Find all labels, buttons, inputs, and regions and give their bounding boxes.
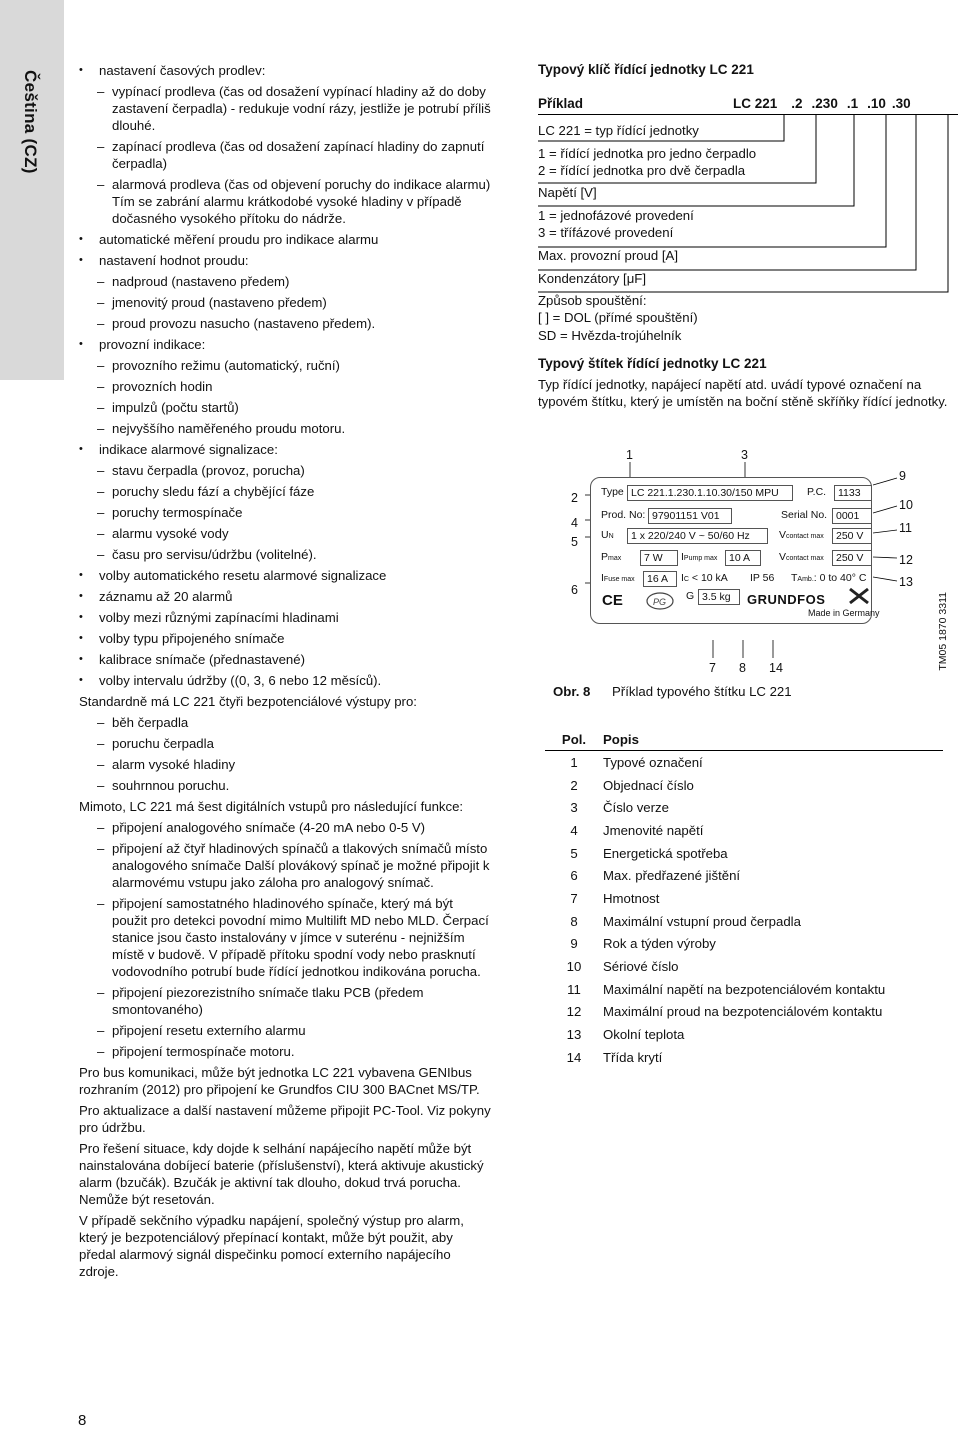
table-cell: 2 xyxy=(570,777,578,793)
key-row: 2 = řídící jednotka pro dvě čerpadla xyxy=(538,163,746,178)
callout-number: 2 xyxy=(571,491,578,505)
plate-value: 10 A xyxy=(725,550,761,566)
key-row: Kondenzátory [μF] xyxy=(538,271,647,286)
plate-value: IP 56 xyxy=(750,572,775,584)
key-row: Max. provozní proud [A] xyxy=(538,248,679,263)
label-sub: max xyxy=(608,555,622,562)
plate-label xyxy=(601,551,621,563)
paragraph: Pro řešení situace, kdy dojde k selhání napájecího napětí může být nainstalována dobíjecí baterie (příslušenství), která aktivuje akustický alarm (bzučák). Bzučák je aktivní tak dlouho, dokud trvá porucha. Nemůže být resetován. xyxy=(79,1141,484,1207)
plate-label xyxy=(601,529,614,541)
label-sub: contact max xyxy=(786,533,824,540)
plate-value: 16 A xyxy=(643,571,677,587)
plate-value: 250 V xyxy=(832,528,872,544)
table-cell: 4 xyxy=(570,822,578,838)
label-main: I xyxy=(681,572,684,584)
table-cell: Okolní teplota xyxy=(603,1027,685,1043)
pct-mark-icon xyxy=(645,591,675,611)
key-row: 3 = třífázové provedení xyxy=(538,225,674,240)
bullet-item: • volby typu připojeného snímače xyxy=(79,630,491,647)
dash-item: – zapínací prodleva (čas od dosažení zapínací hladiny do zapnutí čerpadla) xyxy=(79,138,491,172)
table-row xyxy=(545,910,943,933)
plate-label xyxy=(601,572,635,584)
label-sub: C xyxy=(683,576,689,583)
grundfos-x-icon xyxy=(848,587,870,605)
table-cell: Typové označení xyxy=(603,754,703,770)
dash-item: – provozního režimu (automatický, ruční) xyxy=(79,357,491,374)
label-description: Typ řídící jednotky, napájecí napětí atd. uvádí typové označení na typovém štítku, který je umístěn na boční stěně skříňky řídící jednotky. xyxy=(538,377,948,409)
plate-value: 1 x 220/240 V ~ 50/60 Hz xyxy=(627,528,768,544)
table-cell: 8 xyxy=(570,913,578,929)
figure-label: Obr. 8 xyxy=(553,684,591,699)
table-row xyxy=(545,864,943,887)
figure-caption: Příklad typového štítku LC 221 xyxy=(612,684,792,699)
bullet-item: • provozní indikace: xyxy=(79,336,491,353)
dash-item: – alarmová prodleva (čas od objevení poruchy do indikace alarmu) Tím se zabrání alarmu krátkodobé vysoké hladiny v případě dočasného vysokého přítoku do nádrže. xyxy=(79,176,491,227)
dash-item: – souhrnnou poruchu. xyxy=(79,777,491,794)
bullet-item: • volby automatického resetu alarmové signalizace xyxy=(79,567,491,584)
dash-item: – nejvyššího naměřeného proudu motoru. xyxy=(79,420,491,437)
table-cell: Maximální proud na bezpotenciálovém kontaktu xyxy=(603,1004,883,1020)
plate-value: LC 221.1.230.1.10.30/150 MPU xyxy=(627,485,793,501)
bullet-item: • automatické měření proudu pro indikace alarmu xyxy=(79,231,491,248)
table-row xyxy=(545,1046,943,1069)
type-key-title: Typový klíč řídící jednotky LC 221 xyxy=(538,62,754,77)
ce-mark-icon: CE xyxy=(602,592,623,609)
table-cell: Hmotnost xyxy=(603,890,660,906)
table-cell: Maximální vstupní proud čerpadla xyxy=(603,913,801,929)
bullet-item: • nastavení časových prodlev: xyxy=(79,62,491,79)
plate-value: 7 W xyxy=(640,550,678,566)
figure-code: TM05 1870 3311 xyxy=(937,592,949,671)
plate-label: Serial No. xyxy=(781,509,828,521)
code-part: LC 221 xyxy=(733,96,778,111)
callout-number: 7 xyxy=(709,661,716,675)
plate-label xyxy=(681,551,717,563)
key-row: SD = Hvězda-trojúhelník xyxy=(538,328,682,343)
callout-number: 1 xyxy=(626,448,633,462)
type-key-brackets xyxy=(530,110,960,350)
plate-value: : 0 to 40° C xyxy=(813,572,867,584)
dash-item: – běh čerpadla xyxy=(79,714,491,731)
plate-label: P.C. xyxy=(807,486,827,498)
label-sub: Pump max xyxy=(683,555,718,562)
label-main: I xyxy=(681,551,684,563)
label-main: V xyxy=(779,551,787,563)
table-cell: Max. předřazené jištění xyxy=(603,868,741,884)
paragraph: Pro bus komunikaci, může být jednotka LC 221 vybavena GENIbus rozhraním (2012) pro připojení ke Grundfos CIU 300 BACnet MS/TP. xyxy=(79,1065,480,1097)
plate-value: 1133 xyxy=(834,485,872,501)
brand-logo: GRUNDFOS xyxy=(747,592,826,607)
example-code xyxy=(733,96,911,111)
bullet-item: • volby intervalu údržby ((0, 3, 6 nebo 12 měsíců). xyxy=(79,672,491,689)
plate-label xyxy=(779,551,824,563)
column-header: Pol. xyxy=(545,728,603,751)
table-row xyxy=(545,978,943,1001)
dash-item: – poruchu čerpadla xyxy=(79,735,491,752)
key-row: LC 221 = typ řídící jednotky xyxy=(538,123,699,138)
language-label: Čeština (CZ) xyxy=(21,70,40,174)
svg-text:PG: PG xyxy=(653,597,667,607)
table-row xyxy=(545,1023,943,1046)
code-part: .30 xyxy=(891,96,911,111)
table-row xyxy=(545,842,943,865)
callout-number: 11 xyxy=(899,521,912,535)
table-cell: 9 xyxy=(570,936,578,952)
dash-item: – proud provozu nasucho (nastaveno předem). xyxy=(79,315,491,332)
dash-item: – poruchy termospínače xyxy=(79,504,491,521)
dash-item: – alarmu vysoké vody xyxy=(79,525,491,542)
example-label: Příklad xyxy=(538,96,584,111)
label-main: P xyxy=(601,551,609,563)
dash-item: – připojení až čtyř hladinových spínačů a tlakových snímačů místo analogového snímače Další plovákový spínač je možné připojit k alarmovému vstupu jako záloha pro analogový snímač. xyxy=(79,840,491,891)
language-sidebar xyxy=(0,0,64,380)
bullet-item: • volby mezi různými zapínacími hladinami xyxy=(79,609,491,626)
bullet-item: • nastavení hodnot proudu: xyxy=(79,252,491,269)
table-cell: Energetická spotřeba xyxy=(603,845,728,861)
table-cell: 7 xyxy=(570,890,578,906)
dash-item: – jmenovitý proud (nastaveno předem) xyxy=(79,294,491,311)
callout-number: 4 xyxy=(571,516,578,530)
table-row xyxy=(545,751,943,774)
table-cell: 6 xyxy=(570,868,578,884)
table-cell: Třída krytí xyxy=(603,1049,663,1065)
dash-item: – připojení samostatného hladinového spínače, který má být použit pro detekci povodní mimo Multilift MD nebo MLD. Čerpací stanice jsou často instalovány v jímce v suterénu - nejnižším místě v budově. V případě přítoku spodní vody nebo prasknutí vodovodního potrubí bude řídící jednotkou indikována porucha. xyxy=(79,895,491,980)
plate-label xyxy=(779,529,824,541)
plate-value: 3.5 kg xyxy=(698,589,740,605)
table-cell: Rok a týden výroby xyxy=(603,936,716,952)
bullet-item: • kalibrace snímače (přednastavené) xyxy=(79,651,491,668)
dash-item: – připojení resetu externího alarmu xyxy=(79,1022,491,1039)
plate-label: Prod. No: xyxy=(601,509,646,521)
dash-item: – provozních hodin xyxy=(79,378,491,395)
label-main: U xyxy=(601,529,609,541)
table-cell: Jmenovité napětí xyxy=(603,822,704,838)
table-cell: 5 xyxy=(570,845,578,861)
table-cell: 1 xyxy=(570,754,578,770)
plate-label: G xyxy=(686,590,695,602)
key-row: Způsob spouštění: xyxy=(538,293,647,308)
label-title: Typový štítek řídící jednotky LC 221 xyxy=(538,356,767,371)
table-row xyxy=(545,796,943,819)
callout-number: 8 xyxy=(739,661,746,675)
label-main: I xyxy=(601,572,604,584)
dash-item: – stavu čerpadla (provoz, porucha) xyxy=(79,462,491,479)
table-cell: 10 xyxy=(566,959,582,975)
dash-item: – poruchy sledu fází a chybějící fáze xyxy=(79,483,491,500)
dash-item: – vypínací prodleva (čas od dosažení vypínací hladiny až do doby zastavení čerpadla) - redukuje vodní rázy, jestliže je potrubí příliš dlouhé. xyxy=(79,83,491,134)
table-cell: Sériové číslo xyxy=(603,959,679,975)
bullet-item: • indikace alarmové signalizace: xyxy=(79,441,491,458)
table-row xyxy=(545,887,943,910)
plate-value: 97901151 V01 xyxy=(648,508,732,524)
table-cell: Číslo verze xyxy=(603,800,669,816)
table-cell: 11 xyxy=(567,981,581,997)
table-row xyxy=(545,819,943,842)
dash-item: – alarm vysoké hladiny xyxy=(79,756,491,773)
plate-value: 0001 xyxy=(832,508,872,524)
code-part: .1 xyxy=(846,96,859,111)
paragraph: Pro aktualizace a další nastavení můžeme připojit PC-Tool. Viz pokyny pro údržbu. xyxy=(79,1103,491,1135)
code-part: .10 xyxy=(867,96,886,111)
table-row xyxy=(545,933,943,956)
callout-number: 3 xyxy=(741,448,748,462)
key-row: 1 = řídící jednotka pro jedno čerpadlo xyxy=(538,146,757,161)
made-in: Made in Germany xyxy=(808,608,880,618)
plate-label: Type xyxy=(601,486,624,498)
plate-value: < 10 kA xyxy=(691,572,728,584)
dash-item: – času pro servisu/údržbu (volitelné). xyxy=(79,546,491,563)
callout-number: 13 xyxy=(899,575,913,589)
table-cell: 13 xyxy=(566,1027,582,1043)
label-main: T xyxy=(791,572,798,584)
table-cell: 3 xyxy=(570,800,578,816)
dash-item: – připojení analogového snímače (4-20 mA nebo 0-5 V) xyxy=(79,819,491,836)
label-sub: N xyxy=(608,533,614,540)
left-column xyxy=(79,58,491,1284)
plate-label xyxy=(681,572,728,584)
key-row: 1 = jednofázové provedení xyxy=(538,208,694,223)
label-main: V xyxy=(779,529,787,541)
plate-value: 250 V xyxy=(832,550,872,566)
dash-item: – impulzů (počtu startů) xyxy=(79,399,491,416)
column-header: Popis xyxy=(603,728,943,751)
table-header-row xyxy=(545,728,943,751)
callout-number: 9 xyxy=(899,469,906,483)
bullet-item: • záznamu až 20 alarmů xyxy=(79,588,491,605)
dash-item: – připojení piezorezistního snímače tlaku PCB (předem smontovaného) xyxy=(79,984,491,1018)
paragraph: Mimoto, LC 221 má šest digitálních vstupů pro následující funkce: xyxy=(79,799,464,814)
paragraph: Standardně má LC 221 čtyři bezpotenciálové výstupy pro: xyxy=(79,694,417,709)
paragraph: V případě sekčního výpadku napájení, společný výstup pro alarm, který je bezpotenciálový přepínací kontakt, může být použit, aby předal alarmový signál dispečinku pomocí externího napájecího zdroje. xyxy=(79,1213,464,1279)
label-sub: Fuse max xyxy=(603,576,635,583)
callout-number: 12 xyxy=(899,553,913,567)
callout-number: 5 xyxy=(571,535,578,549)
page-number: 8 xyxy=(78,1412,87,1429)
dash-item: – nadproud (nastaveno předem) xyxy=(79,273,491,290)
position-table xyxy=(545,728,943,1069)
key-row: [ ] = DOL (přímé spouštění) xyxy=(538,310,698,325)
table-cell: Objednací číslo xyxy=(603,777,694,793)
callout-number: 10 xyxy=(899,498,913,512)
key-row: Napětí [V] xyxy=(538,185,597,200)
table-row xyxy=(545,774,943,797)
label-sub: contact max xyxy=(786,555,824,562)
code-part: .230 xyxy=(811,96,838,111)
callout-number: 14 xyxy=(769,661,783,675)
table-cell: 14 xyxy=(566,1049,582,1065)
table-row xyxy=(545,955,943,978)
table-row xyxy=(545,1001,943,1024)
code-part: .2 xyxy=(791,96,803,111)
dash-item: – připojení termospínače motoru. xyxy=(79,1043,491,1060)
label-sub: Amb. xyxy=(797,576,814,583)
plate-label xyxy=(791,572,866,584)
table-cell: Maximální napětí na bezpotenciálovém kontaktu xyxy=(603,981,886,997)
table-cell: 12 xyxy=(566,1004,582,1020)
callout-number: 6 xyxy=(571,583,578,597)
